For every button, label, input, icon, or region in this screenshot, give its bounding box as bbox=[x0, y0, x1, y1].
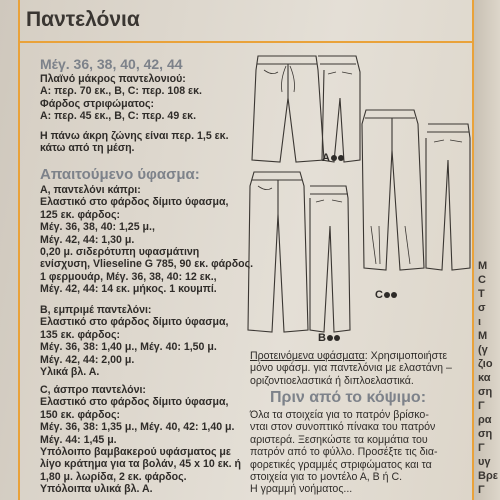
section-a-line: Μέγ. 42, 44: 14 εκ. μήκος. 1 κουμπί. bbox=[40, 283, 217, 296]
section-b-line: 135 εκ. φάρδος: bbox=[40, 328, 121, 341]
fabric-heading: Απαιτούμενο ύφασμα: bbox=[40, 166, 200, 183]
model-b-label bbox=[318, 332, 340, 344]
recommended-fabrics bbox=[250, 350, 452, 387]
strip-text: ση bbox=[478, 428, 493, 440]
cutting-line: νται στον συνοπτικό πίνακα του πατρόν bbox=[250, 421, 436, 434]
dot-icon bbox=[331, 155, 337, 161]
measure-line: Φάρδος στριφώματος: bbox=[40, 97, 155, 110]
section-b-line: Ελαστικό στο φάρδος δίμιτο ύφασμα, bbox=[40, 316, 229, 329]
strip-text: C bbox=[478, 274, 486, 286]
section-b-title: Β, εμπριμέ παντελόνι: bbox=[40, 304, 152, 316]
strip-text: Μ bbox=[478, 330, 488, 342]
section-c-line: 150 εκ. φάρδος: bbox=[40, 408, 121, 421]
cutting-line: στοιχεία για το μοντέλο Α, B ή C. bbox=[250, 471, 403, 484]
section-b-line: Υλικά βλ. Α. bbox=[40, 366, 100, 379]
model-b-letter: B bbox=[318, 332, 326, 344]
section-a-line: Μέγ. 36, 38, 40: 1,25 μ., bbox=[40, 221, 155, 234]
measure-line: Πλαϊνό μάκρος παντελονιού: bbox=[40, 73, 186, 85]
section-b-line: Μέγ. 36, 38: 1,40 μ., Μέγ. 40: 1,50 μ. bbox=[40, 341, 217, 354]
section-c-line: Μέγ. 44: 1,45 μ. bbox=[40, 433, 117, 446]
section-c-title: C, άσπρο παντελόνι: bbox=[40, 384, 146, 396]
strip-text: κα bbox=[478, 372, 491, 384]
drawing-model-b-back bbox=[310, 186, 350, 332]
cutting-instructions bbox=[250, 409, 438, 496]
dot-icon bbox=[327, 335, 333, 341]
strip-text: ι bbox=[478, 316, 482, 328]
drawing-model-a-front bbox=[252, 56, 324, 162]
strip-text: ση bbox=[478, 386, 493, 398]
strip-text: Μ bbox=[478, 260, 488, 272]
strip-text: Γ bbox=[478, 484, 485, 496]
strip-text: Τ bbox=[478, 288, 485, 300]
dot-icon bbox=[384, 292, 390, 298]
strip-text: ρα bbox=[478, 414, 492, 426]
strip-text: Γ bbox=[478, 400, 485, 412]
section-c-line: Ελαστικό στο φάρδος δίμιτο ύφασμα, bbox=[40, 396, 229, 409]
section-a-title: Α, παντελόνι κάπρι: bbox=[40, 184, 141, 196]
strip-text: (γ bbox=[478, 344, 488, 356]
page-title: Παντελόνια bbox=[26, 8, 140, 31]
recommended-line: οριζοντιοελαστικά ή διπλοελαστικά. bbox=[250, 374, 414, 387]
section-a-line: 125 εκ. φάρδος: bbox=[40, 208, 121, 221]
strip-text: ζιο bbox=[478, 358, 493, 370]
section-c-line: 1,80 μ. λωρίδα, 2 εκ. φάρδος. bbox=[40, 470, 187, 483]
drawing-model-a-back bbox=[318, 56, 360, 162]
strip-text: Γ bbox=[478, 442, 485, 454]
measure-line: Α: περ. 70 εκ., B, C: περ. 108 εκ. bbox=[40, 85, 202, 98]
cutting-line: πατρόν από το φύλλο. Προσέξτε τις δια- bbox=[250, 446, 438, 459]
strip-text: Βρε bbox=[478, 470, 498, 482]
strip-text: υγ bbox=[478, 456, 491, 468]
model-c-label bbox=[375, 289, 397, 301]
cutting-heading: Πριν από το κόψιμο: bbox=[270, 389, 427, 406]
drawing-model-b-front bbox=[248, 172, 308, 332]
recommended-rest: : Χρησιμοποιήστε bbox=[364, 350, 448, 362]
section-a-line: 0,20 μ. σιδερότυπη υφασμάτινη bbox=[40, 246, 200, 259]
dot-icon bbox=[391, 292, 397, 298]
drawing-model-c-back bbox=[426, 124, 470, 270]
strip-text: σ bbox=[478, 302, 486, 314]
cutting-line: Όλα τα στοιχεία για το πατρόν βρίσκο- bbox=[250, 409, 429, 421]
waist-note-line: κάτω από τη μέση. bbox=[40, 142, 135, 155]
section-c-line: λίγο κράτημα για τα βολάν, 45 x 10 εκ. ή bbox=[40, 458, 242, 471]
model-c-letter: C bbox=[375, 289, 383, 301]
sizes-line: Μέγ. 36, 38, 40, 42, 44 bbox=[40, 56, 183, 72]
section-a-line: Μέγ. 42, 44: 1,30 μ. bbox=[40, 233, 135, 246]
section-c-line: Υπόλοιπο βαμβακερού υφάσματος με bbox=[40, 446, 231, 459]
cutting-line: Η γραμμή νοήματος... bbox=[250, 483, 353, 496]
recommended-label: Προτεινόμενα υφάσματα bbox=[250, 350, 365, 362]
drawing-model-c-front bbox=[362, 110, 424, 270]
dot-icon bbox=[334, 335, 340, 341]
model-a-label bbox=[322, 152, 344, 164]
dot-icon bbox=[338, 155, 344, 161]
section-a-line: 1 φερμουάρ, Μέγ. 36, 38, 40: 12 εκ., bbox=[40, 270, 217, 283]
section-c-line: Υπόλοιπα υλικά βλ. Α. bbox=[40, 483, 153, 496]
recommended-line: μόνο υφάσμ. για παντελόνια με ελαστάνη – bbox=[250, 362, 452, 375]
model-a-letter: A bbox=[322, 152, 330, 164]
section-a-line: ενίσχυση, Vlieseline G 785, 90 εκ. φάρδος. bbox=[40, 258, 254, 271]
measure-line: Α: περ. 45 εκ., B, C: περ. 49 εκ. bbox=[40, 110, 197, 123]
section-b-line: Μέγ. 42, 44: 2,00 μ. bbox=[40, 353, 135, 366]
cutting-line: αριστερά. Ξεσηκώστε τα κομμάτια του bbox=[250, 433, 428, 446]
section-c-line: Μέγ. 36, 38: 1,35 μ., Μέγ. 40, 42: 1,40 μ. bbox=[40, 421, 235, 434]
cutting-line: φορετικές γραμμές στριφώματος και τα bbox=[250, 458, 432, 471]
waist-note-line: Η πάνω άκρη ζώνης είναι περ. 1,5 εκ. bbox=[40, 130, 229, 142]
section-a-line: Ελαστικό στο φάρδος δίμιτο ύφασμα, bbox=[40, 196, 229, 209]
